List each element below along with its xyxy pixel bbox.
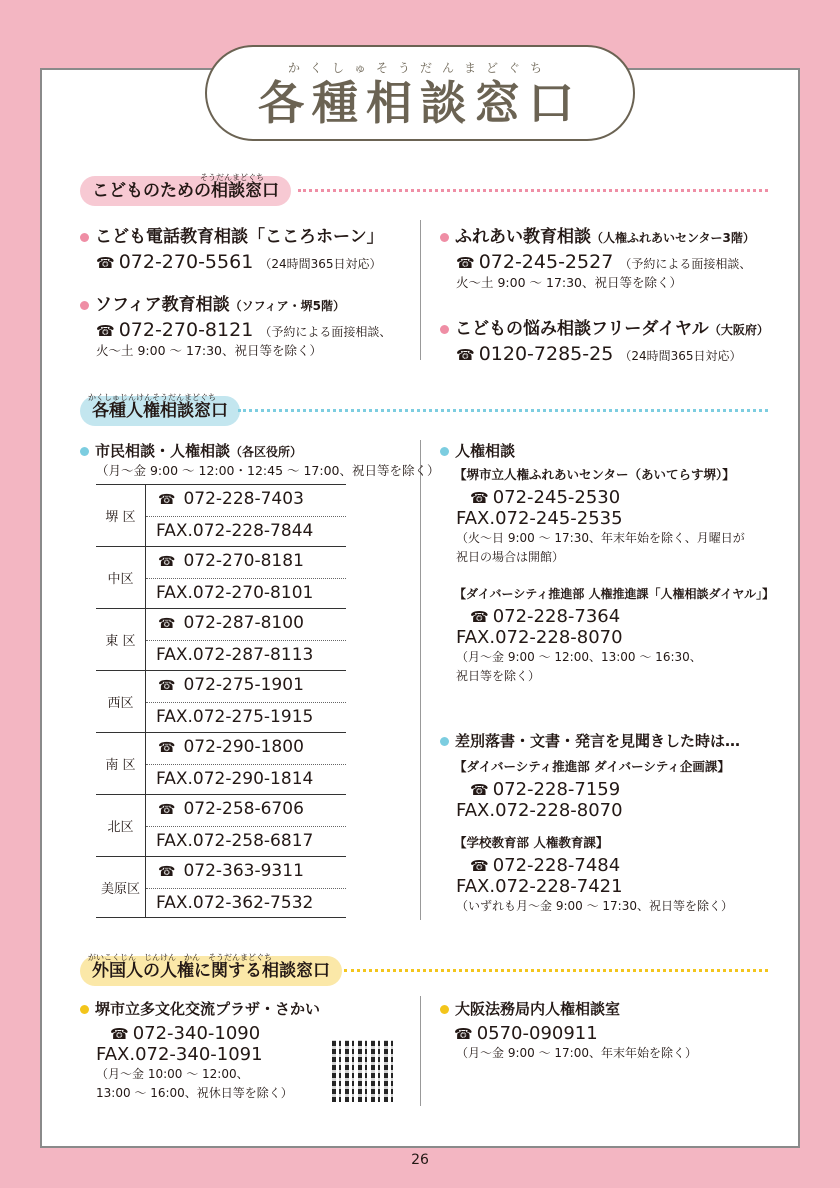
- column-divider: [420, 220, 421, 360]
- note: 祝日等を除く）: [456, 669, 541, 683]
- ward-phone: 072-270-8181: [183, 551, 304, 571]
- page-number: 26: [411, 1152, 429, 1168]
- phone-number: 072-340-1090: [132, 1023, 261, 1044]
- section-title: 各種人権相談窓口: [92, 401, 228, 421]
- ward-phone: 072-287-8100: [183, 613, 304, 633]
- bullet-icon: [440, 1005, 449, 1014]
- org-label: 【学校教育部 人権教育課】: [454, 835, 609, 850]
- section-ruby: がいこくじん じんけん かん そうだんまどぐち: [88, 953, 272, 962]
- phone-number: 072-270-5561: [118, 251, 254, 273]
- phone-icon: ☎: [158, 740, 176, 756]
- section-header-foreigners: [80, 953, 342, 986]
- section-title: 外国人の人権に関する相談窓口: [92, 961, 330, 981]
- divider-dots: [298, 189, 768, 192]
- list-item: [440, 314, 769, 365]
- ward-table: [96, 484, 346, 918]
- item-name: こども電話教育相談「こころホーン」: [95, 227, 384, 247]
- row-divider: [146, 764, 346, 765]
- note: （月〜金 9:00 〜 12:00・12:45 〜 17:00、祝日等を除く）: [96, 463, 440, 478]
- section-ruby: そうだんまどぐち: [200, 173, 264, 182]
- item-name: ソフィア教育相談: [95, 295, 230, 315]
- divider-dots: [238, 409, 768, 412]
- bullet-icon: [80, 1005, 89, 1014]
- page-title: 各種相談窓口: [258, 76, 582, 130]
- bullet-icon: [440, 737, 449, 746]
- bullet-icon: [80, 301, 89, 310]
- item-name: こどもの悩み相談フリーダイヤル: [455, 319, 709, 339]
- list-item: [80, 222, 384, 273]
- phone-number: 072-228-7484: [492, 855, 621, 876]
- phone-number: 072-228-7364: [492, 606, 621, 627]
- item-suffix: （ソフィア・堺5階）: [229, 299, 346, 313]
- phone-icon: ☎: [110, 1025, 129, 1043]
- bullet-icon: [440, 233, 449, 242]
- fax-number: FAX.072-245-2535: [456, 508, 623, 529]
- item-suffix: （人権ふれあいセンター3階）: [591, 231, 755, 245]
- note: （月〜金 10:00 〜 12:00、: [96, 1067, 249, 1081]
- ward-phone: 072-258-6706: [183, 799, 304, 819]
- bullet-icon: [440, 447, 449, 456]
- table-row: [96, 546, 346, 608]
- phone-icon: ☎: [96, 254, 115, 272]
- phone-icon: ☎: [456, 346, 475, 364]
- row-divider: [146, 702, 346, 703]
- phone-number: 072-228-7159: [492, 779, 621, 800]
- note: 13:00 〜 16:00、祝休日等を除く）: [96, 1086, 293, 1100]
- note: （いずれも月〜金 9:00 〜 17:30、祝日等を除く）: [456, 899, 733, 913]
- org-label: 【ダイバーシティ推進部 人権推進課「人権相談ダイヤル」】: [454, 587, 775, 601]
- note: （月〜金 9:00 〜 12:00、13:00 〜 16:30、: [456, 650, 702, 664]
- section-title: こどものための相談窓口: [92, 181, 279, 201]
- ward-name: 北区: [96, 795, 146, 856]
- table-row: [96, 608, 346, 670]
- ward-name: 中区: [96, 547, 146, 608]
- phone-number: 072-245-2530: [492, 487, 621, 508]
- phone-icon: ☎: [158, 616, 176, 632]
- section-ruby: かくしゅじんけんそうだんまどぐち: [88, 393, 216, 402]
- phone-number: 0120-7285-25: [478, 343, 614, 365]
- list-item: [80, 440, 440, 480]
- list-item: [80, 998, 320, 1103]
- table-row: [96, 856, 346, 918]
- item-name: 人権相談: [455, 442, 516, 460]
- note: （予約による面接相談、: [259, 325, 392, 339]
- bullet-icon: [440, 325, 449, 334]
- phone-icon: ☎: [470, 608, 489, 626]
- column-divider: [420, 996, 421, 1106]
- item-name: ふれあい教育相談: [455, 227, 591, 247]
- ward-fax: FAX.072-228-7844: [156, 521, 314, 541]
- ward-phone: 072-275-1901: [183, 675, 304, 695]
- ward-fax: FAX.072-258-6817: [156, 831, 314, 851]
- phone-icon: ☎: [158, 864, 176, 880]
- ward-name: 東 区: [96, 609, 146, 670]
- phone-icon: ☎: [158, 678, 176, 694]
- fax-number: FAX.072-228-7421: [456, 876, 623, 897]
- list-item: [440, 440, 774, 686]
- note: 祝日の場合は開館）: [456, 550, 565, 564]
- table-row: [96, 484, 346, 546]
- item-name: 市民相談・人権相談: [95, 442, 231, 460]
- note: （24時間365日対応）: [259, 257, 382, 271]
- row-divider: [146, 516, 346, 517]
- phone-icon: ☎: [470, 857, 489, 875]
- ward-fax: FAX.072-290-1814: [156, 769, 314, 789]
- org-label: 【ダイバーシティ推進部 ダイバーシティ企画課】: [454, 759, 730, 774]
- note: 火〜土 9:00 〜 17:30、祝日等を除く）: [96, 343, 323, 358]
- fax-number: FAX.072-228-8070: [456, 800, 623, 821]
- title-ruby: かくしゅそうだんまどぐち: [287, 61, 552, 75]
- list-item: [440, 730, 740, 916]
- ward-name: 美原区: [96, 857, 146, 918]
- list-item: [80, 290, 391, 360]
- table-row: [96, 732, 346, 794]
- ward-name: 堺 区: [96, 485, 146, 546]
- table-row: [96, 670, 346, 732]
- ward-fax: FAX.072-362-7532: [156, 893, 314, 913]
- bullet-icon: [80, 447, 89, 456]
- note: （月〜金 9:00 〜 17:00、年末年始を除く）: [456, 1046, 697, 1060]
- phone-number: 072-245-2527: [478, 251, 614, 273]
- title-box: [205, 45, 635, 141]
- item-suffix: （大阪府）: [708, 323, 769, 337]
- phone-number: 0570-090911: [476, 1023, 598, 1044]
- ward-name: 西区: [96, 671, 146, 732]
- fax-number: FAX.072-228-8070: [456, 627, 623, 648]
- ward-name: 南 区: [96, 733, 146, 794]
- section-header-children: [80, 173, 291, 206]
- item-suffix: （各区役所）: [230, 445, 303, 459]
- ward-phone: 072-363-9311: [183, 861, 304, 881]
- note: 火〜土 9:00 〜 17:30、祝日等を除く）: [456, 275, 683, 290]
- item-name: 堺市立多文化交流プラザ・さかい: [95, 1000, 321, 1018]
- org-label: 【堺市立人権ふれあいセンター（あいてらす堺）】: [454, 467, 735, 482]
- phone-icon: ☎: [158, 802, 176, 818]
- phone-icon: ☎: [158, 492, 176, 508]
- note: （予約による面接相談、: [619, 257, 752, 271]
- table-row: [96, 794, 346, 856]
- row-divider: [146, 888, 346, 889]
- fax-number: FAX.072-340-1091: [96, 1044, 263, 1065]
- row-divider: [146, 640, 346, 641]
- phone-icon: ☎: [456, 254, 475, 272]
- ward-fax: FAX.072-275-1915: [156, 707, 314, 727]
- qr-code-icon: [332, 1040, 394, 1102]
- phone-icon: ☎: [470, 781, 489, 799]
- list-item: [440, 998, 697, 1063]
- row-divider: [146, 578, 346, 579]
- ward-phone: 072-228-7403: [183, 489, 304, 509]
- column-divider: [420, 440, 421, 920]
- phone-icon: ☎: [470, 489, 489, 507]
- item-name: 大阪法務局内人権相談室: [455, 1000, 621, 1018]
- ward-phone: 072-290-1800: [183, 737, 304, 757]
- phone-number: 072-270-8121: [118, 319, 254, 341]
- ward-fax: FAX.072-270-8101: [156, 583, 314, 603]
- bullet-icon: [80, 233, 89, 242]
- ward-fax: FAX.072-287-8113: [156, 645, 314, 665]
- note: （24時間365日対応）: [619, 349, 742, 363]
- note: （火〜日 9:00 〜 17:30、年末年始を除く、月曜日が: [456, 531, 745, 545]
- row-divider: [146, 826, 346, 827]
- phone-icon: ☎: [158, 554, 176, 570]
- list-item: [440, 222, 755, 292]
- item-name: 差別落書・文書・発言を見聞きした時は…: [455, 732, 741, 750]
- phone-icon: ☎: [96, 322, 115, 340]
- divider-dots: [344, 969, 768, 972]
- phone-icon: ☎: [454, 1025, 473, 1043]
- section-header-human-rights: [80, 393, 240, 426]
